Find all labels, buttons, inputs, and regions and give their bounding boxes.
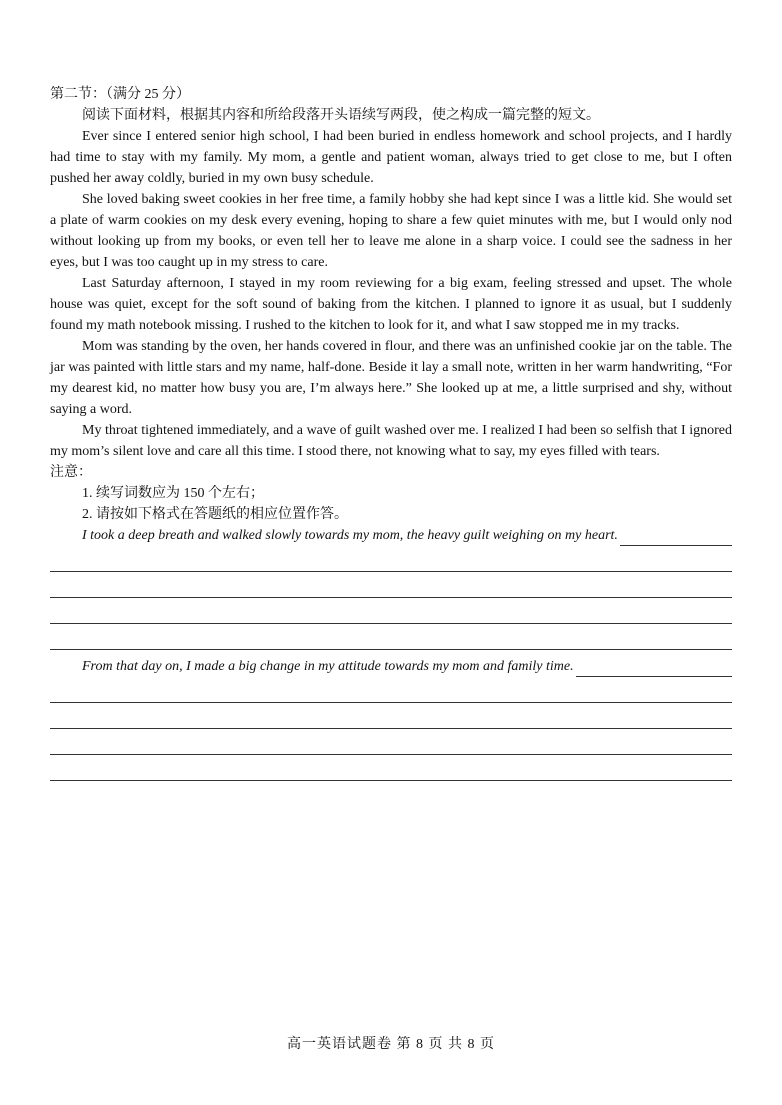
section-instruction: 阅读下面材料，根据其内容和所给段落开头语续写两段，使之构成一篇完整的短文。 (82, 108, 600, 123)
continuation-prompt-2 (50, 656, 732, 677)
passage-paragraph-4: Mom was standing by the oven, her hands covered in flour, and there was an unfinished cookie jar on the table. The jar was painted with little stars and my name, half-done. Beside it lay a small note, written in her warm handwriting, “For my dearest kid, no matter how busy you are, I’m always here.” She looked up at me, a little surprised and shy, without saying a word. (50, 339, 732, 417)
answer-line[interactable] (50, 546, 732, 572)
answer-line[interactable] (50, 755, 732, 781)
answer-line[interactable] (50, 624, 732, 650)
passage-paragraph-2: She loved baking sweet cookies in her free time, a family hobby she had kept since I was a little kid. She would set a plate of warm cookies on my desk every evening, hoping to share a few quiet minutes with me, but I would only nod without looking up from my books, or even tell her to leave me alone in a sharp voice. I could see the sadness in her eyes, but I was too caught up in my stress to care. (50, 192, 732, 270)
note-item-2: 2. 请按如下格式在答题纸的相应位置作答。 (82, 507, 348, 522)
answer-line[interactable] (50, 598, 732, 624)
answer-line[interactable] (50, 729, 732, 755)
answer-line[interactable] (50, 703, 732, 729)
notes-heading: 注意： (50, 465, 92, 480)
page-footer: 高一英语试题卷 第 8 页 共 8 页 (287, 1037, 495, 1052)
passage-paragraph-5: My throat tightened immediately, and a wave of guilt washed over me. I realized I had been so selfish that I ignored my mom’s silent love and care all this time. I stood there, not knowing what to say, my eyes filled with tears. (50, 423, 732, 459)
prompt-2-text: From that day on, I made a big change in my attitude towards my mom and family time. (82, 659, 574, 674)
exam-page (50, 84, 732, 781)
passage-paragraph-3: Last Saturday afternoon, I stayed in my room reviewing for a big exam, feeling stressed and upset. The whole house was quiet, except for the soft sound of baking from the kitchen. I planned to ignore it as usual, but I suddenly found my math notebook missing. I rushed to the kitchen to look for it, and what I saw stopped me in my tracks. (50, 276, 732, 333)
continuation-prompt-1 (50, 525, 732, 546)
prompt-1-text: I took a deep breath and walked slowly towards my mom, the heavy guilt weighing on my heart. (82, 528, 618, 543)
answer-line[interactable] (50, 677, 732, 703)
prompt-1-blank[interactable] (620, 529, 732, 546)
section-title: 第二节：（满分 25 分） (50, 87, 190, 102)
note-item-1: 1. 续写词数应为 150 个左右； (82, 486, 264, 501)
answer-line[interactable] (50, 572, 732, 598)
passage-paragraph-1: Ever since I entered senior high school, I had been buried in endless homework and school projects, and I hardly had time to stay with my family. My mom, a gentle and patient woman, always tried to get close to me, but I often pushed her away coldly, buried in my own busy schedule. (50, 129, 732, 186)
prompt-2-blank[interactable] (576, 660, 732, 677)
